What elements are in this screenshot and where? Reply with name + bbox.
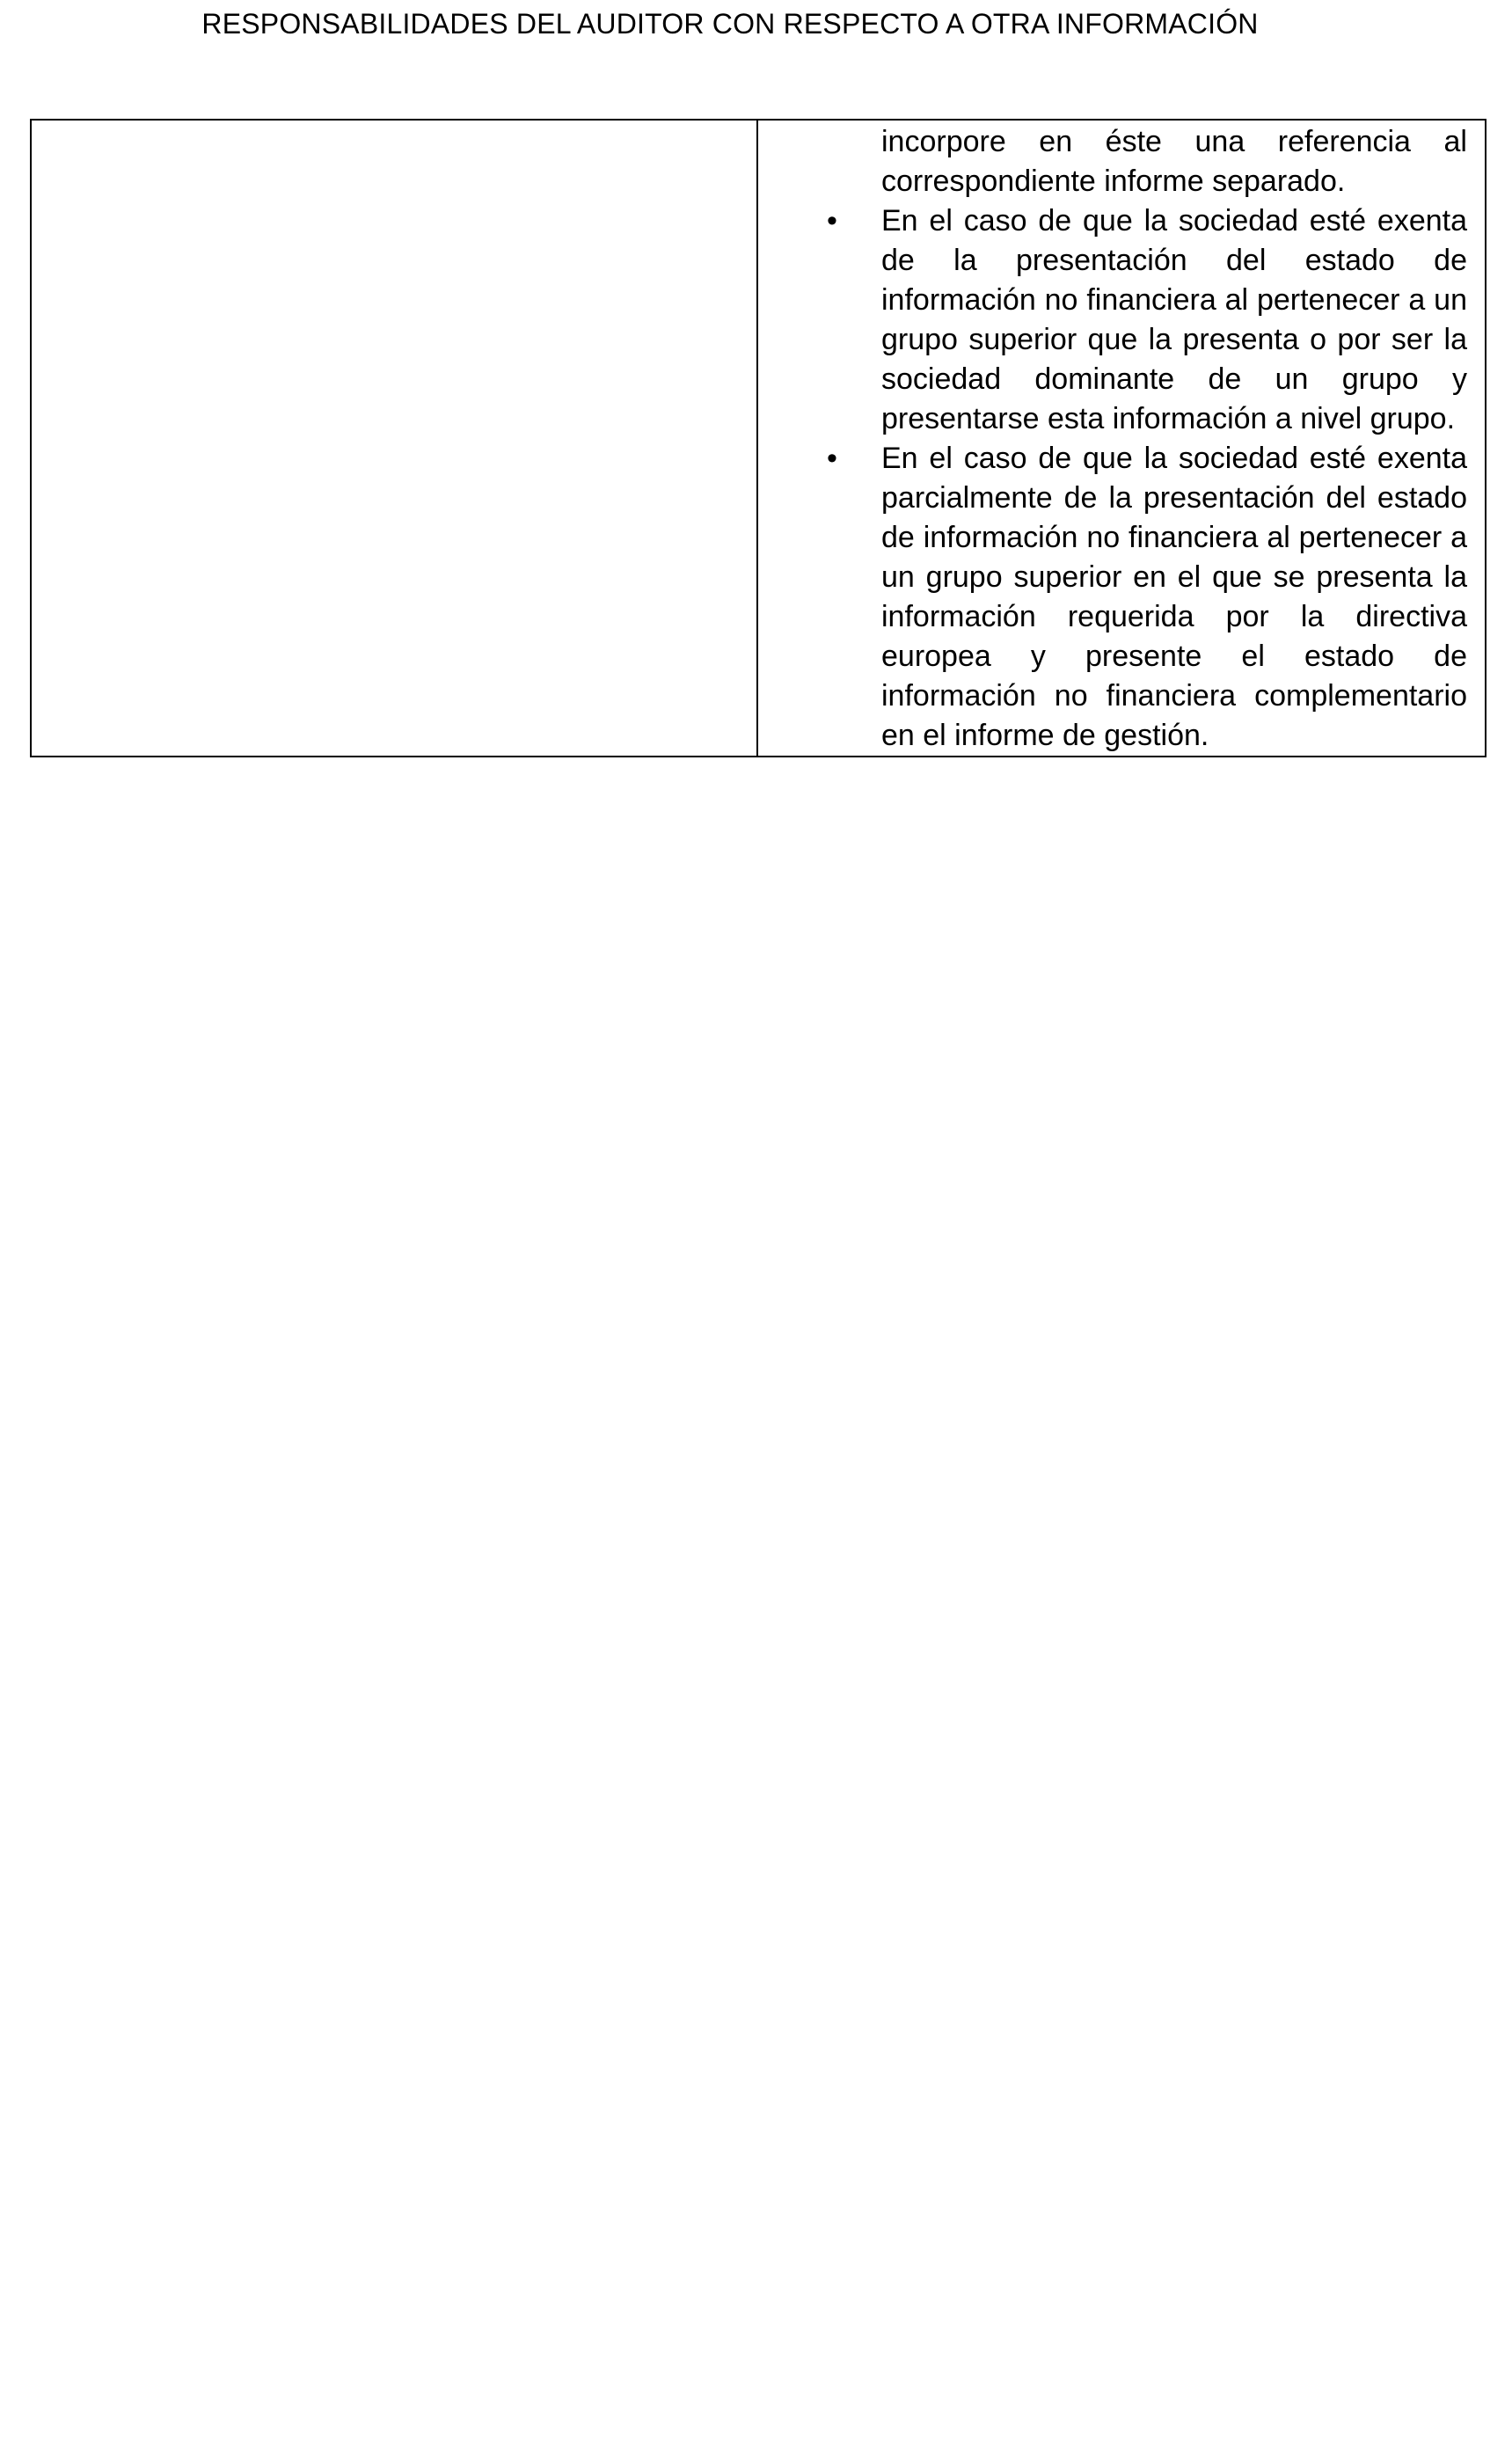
continuation-paragraph: incorpore en éste una referencia al correspondiente informe separado. <box>881 125 1467 198</box>
cell-content <box>827 122 1467 756</box>
page-header: RESPONSABILIDADES DEL AUDITOR CON RESPECTO A OTRA INFORMACIÓN <box>201 8 1259 40</box>
bullet-icon: • <box>827 442 837 475</box>
table-cell-right <box>757 120 1486 757</box>
bullet-item <box>827 201 1467 439</box>
table-cell-left <box>31 120 757 757</box>
table-row <box>31 120 1486 757</box>
bullet-icon: • <box>827 204 837 238</box>
bullet-text: En el caso de que la sociedad esté exenta parcialmente de la presentación del estado de información no financiera al pertenecer a un grupo superior en el que se presenta la información requerida por la directiva europea y presente el estado de información no financiera complementario en el informe de gestión. <box>881 442 1467 752</box>
bullet-text: En el caso de que la sociedad esté exenta de la presentación del estado de información no financiera al pertenecer a un grupo superior que la presenta o por ser la sociedad dominante de un grupo y presentarse esta información a nivel grupo. <box>881 204 1467 435</box>
bullet-item <box>827 439 1467 756</box>
document-table <box>30 119 1486 757</box>
